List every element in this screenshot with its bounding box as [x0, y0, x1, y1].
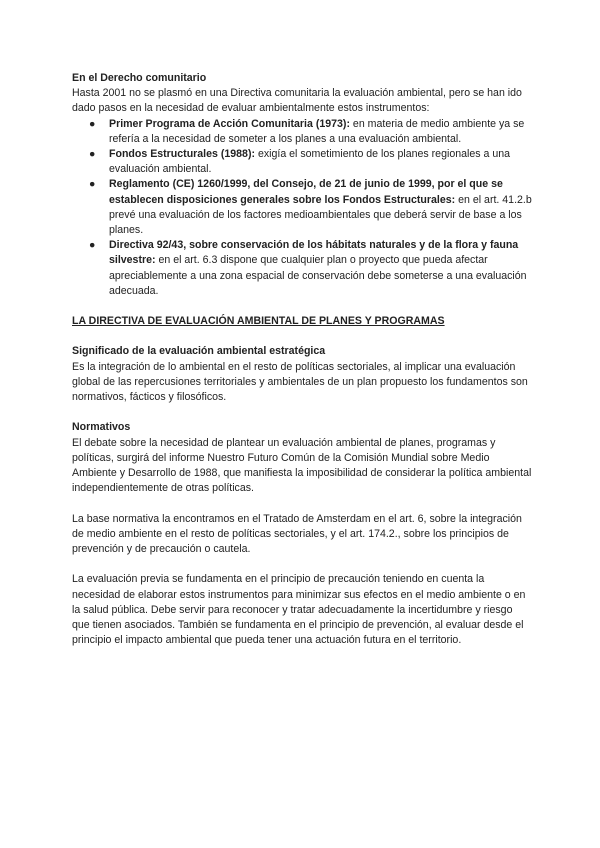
- list-item-text: en materia de medio ambiente ya se refería a la necesidad de someter a los planes a una evaluación ambiental.: [109, 117, 525, 145]
- list-item: [89, 238, 532, 299]
- list-item-title: Directiva 92/43, sobre conservación de los hábitats naturales y de la flora y fauna silvestre:: [109, 239, 519, 267]
- section-heading-derecho-comunitario: En el Derecho comunitario: [72, 72, 207, 84]
- bullet-icon: ●: [89, 148, 96, 161]
- spacer: [72, 405, 532, 420]
- list-item-text: en el art. 41.2.b prevé una evaluación de los factores medioambientales que deberá servir de base a los planes.: [109, 193, 532, 237]
- list-item-text: en el art. 6.3 dispone que cualquier plan o proyecto que pueda afectar apreciablemente a una zona espacial de conservación debe someterse a una evaluación adecuada.: [109, 254, 527, 297]
- spacer: [72, 329, 532, 344]
- list-item-title: Fondos Estructurales (1988):: [109, 148, 255, 161]
- list-item-title: Primer Programa de Acción Comunitaria (1973):: [109, 117, 350, 130]
- normativos-paragraph-2: La base normativa la encontramos en el Tratado de Amsterdam en el art. 6, sobre la integración de medio ambiente en el resto de políticas sectoriales, y el art. 174.2., sobre los principios de prevención y de precaución o cautela.: [72, 512, 522, 556]
- list-item: [89, 177, 532, 238]
- bullet-list: [72, 117, 532, 299]
- intro-paragraph: Hasta 2001 no se plasmó en una Directiva comunitaria la evaluación ambiental, pero se han ido dado pasos en la necesidad de evaluar ambientalmente estos instrumentos:: [72, 87, 522, 115]
- bullet-icon: ●: [89, 178, 96, 191]
- bullet-icon: ●: [89, 117, 96, 130]
- significado-paragraph: Es la integración de lo ambiental en el resto de políticas sectoriales, al implicar una evaluación global de las repercusiones territoriales y ambientales de un plan propuesto los fundamentos son normativos, fácticos y filosóficos.: [72, 360, 528, 404]
- spacer: [72, 496, 532, 511]
- list-item: [89, 117, 532, 147]
- list-item-title: Reglamento (CE) 1260/1999, del Consejo, de 21 de junio de 1999, por el que se establecen disposiciones generales sobre los Fondos Estructurales:: [109, 178, 503, 206]
- subheading-significado: Significado de la evaluación ambiental estratégica: [72, 345, 326, 358]
- spacer: [72, 557, 532, 572]
- subheading-normativos: Normativos: [72, 421, 131, 434]
- document-page: [72, 71, 532, 648]
- list-item: [89, 147, 532, 177]
- list-item-text: exigía el sometimiento de los planes regionales a una evaluación ambiental.: [109, 148, 510, 176]
- normativos-paragraph-3: La evaluación previa se fundamenta en el principio de precaución teniendo en cuenta la necesidad de elaborar estos instrumentos para minimizar sus efectos en el medio ambiente o en la salud pública. Debe servir para reconocer y tratar adecuadamente la incertidumbre y riesgo que tienen asociados. También se fundamenta en el principio de prevención, al evaluar desde el principio el impacto ambiental que pueda tener una actuación futura en el territorio.: [72, 573, 526, 647]
- section-title-directiva: LA DIRECTIVA DE EVALUACIÓN AMBIENTAL DE PLANES Y PROGRAMAS: [72, 315, 445, 328]
- normativos-paragraph-1: El debate sobre la necesidad de plantear un evaluación ambiental de planes, programas y políticas, surgirá del informe Nuestro Futuro Común de la Comisión Mundial sobre Medio Ambiente y Desarrollo de 1988, que manifiesta la imposibilidad de considerar la política ambiental independientemente de otras políticas.: [72, 436, 532, 495]
- bullet-icon: ●: [89, 239, 96, 252]
